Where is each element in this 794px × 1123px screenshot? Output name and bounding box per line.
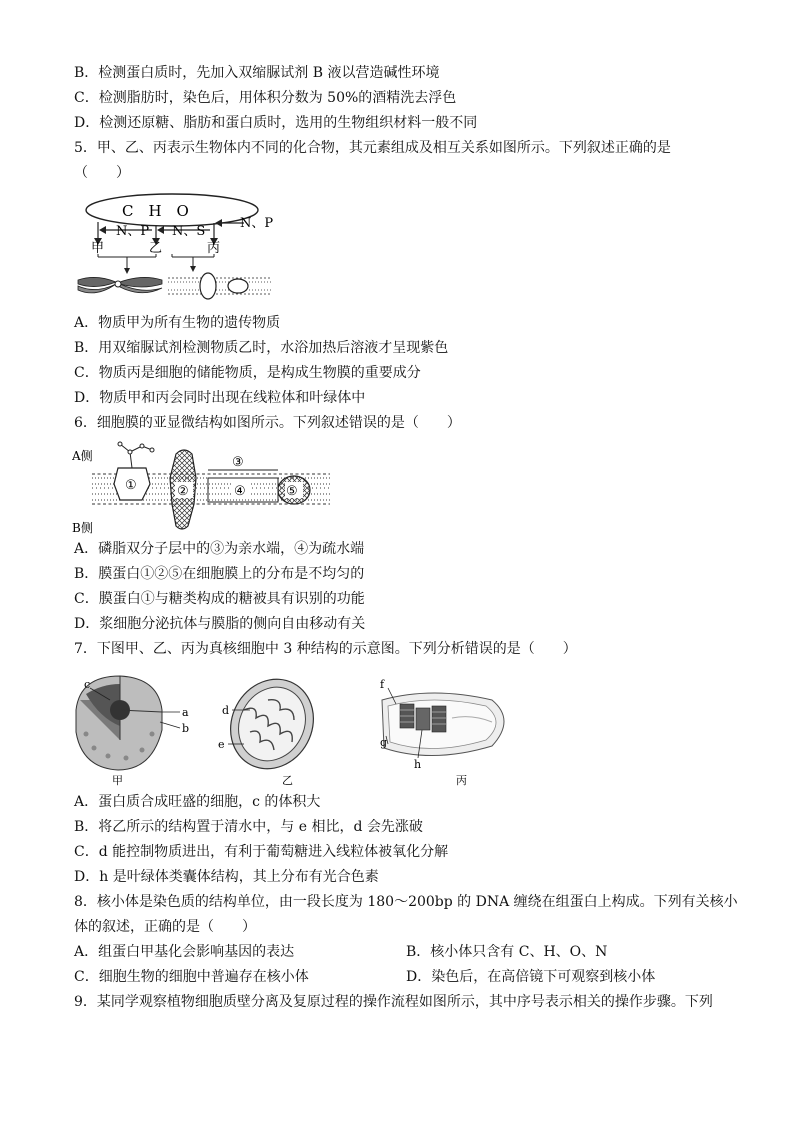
q6-stem: 6．细胞膜的亚显微结构如图所示。下列叙述错误的是（ ） bbox=[74, 415, 461, 431]
label-bing: 丙 bbox=[456, 774, 467, 787]
label-a: a bbox=[182, 706, 189, 719]
q6-option-a: A．磷脂双分子层中的③为亲水端，④为疏水端 bbox=[74, 541, 365, 557]
q5-stem: 5．甲、乙、丙表示生物体内不同的化合物，其元素组成及相互关系如图所示。下列叙述正确的是 bbox=[74, 140, 671, 156]
q8-stem-line-1: 8．核小体是染色质的结构单位，由一段长度为 180～200bp 的 DNA 缠绕在组蛋白上构成。下列有关核小 bbox=[74, 894, 738, 910]
q8-option-a: A．组蛋白甲基化会影响基因的表达 bbox=[74, 944, 295, 960]
q5-element-diagram bbox=[72, 190, 282, 306]
label-b: b bbox=[182, 722, 190, 735]
protein-5-number: ⑤ bbox=[286, 484, 298, 499]
q5-option-c: C．物质丙是细胞的储能物质，是构成生物膜的重要成分 bbox=[74, 365, 421, 381]
label-f: f bbox=[380, 678, 385, 691]
q7-stem: 7．下图甲、乙、丙为真核细胞中 3 种结构的示意图。下列分析错误的是（ ） bbox=[74, 641, 577, 657]
protein-1-number: ① bbox=[125, 478, 137, 493]
label-h: h bbox=[414, 758, 422, 771]
label-c: c bbox=[84, 678, 91, 691]
side-a-label: A侧 bbox=[72, 449, 93, 463]
ns-label: N、S bbox=[172, 224, 206, 239]
q5-answer-blank: （ ） bbox=[74, 165, 130, 181]
label-3-number: ③ bbox=[232, 455, 244, 470]
glycan-chain-icon bbox=[118, 442, 154, 468]
side-b-label: B侧 bbox=[72, 521, 93, 535]
elements-label: C H O bbox=[122, 202, 189, 220]
label-yi: 乙 bbox=[282, 774, 293, 787]
q7-option-a: A．蛋白质合成旺盛的细胞，c 的体积大 bbox=[74, 794, 321, 810]
q6-option-d: D．浆细胞分泌抗体与膜脂的侧向自由移动有关 bbox=[74, 616, 366, 632]
bing-label: 丙 bbox=[207, 241, 221, 256]
label-4-number: ④ bbox=[234, 484, 246, 499]
q7-option-c: C．d 能控制物质进出，有利于葡萄糖进入线粒体被氧化分解 bbox=[74, 844, 449, 860]
np-left-label: N、P bbox=[116, 224, 150, 239]
chloroplast-icon bbox=[382, 693, 504, 756]
q7-organelle-diagram bbox=[72, 670, 522, 790]
q5-option-a: A．物质甲为所有生物的遗传物质 bbox=[74, 315, 281, 331]
protein-2-number: ② bbox=[177, 484, 189, 499]
q4-option-d: D．检测还原糖、脂肪和蛋白质时，选用的生物组织材料一般不同 bbox=[74, 115, 478, 131]
np-right-label: N、P bbox=[240, 216, 274, 231]
label-d: d bbox=[222, 704, 230, 717]
q8-option-d: D．染色后，在高倍镜下可观察到核小体 bbox=[406, 969, 656, 985]
q6-option-b: B．膜蛋白①②⑤在细胞膜上的分布是不均匀的 bbox=[74, 566, 365, 582]
q5-option-d: D．物质甲和丙会同时出现在线粒体和叶绿体中 bbox=[74, 390, 366, 406]
q8-option-b: B．核小体只含有 C、H、O、N bbox=[406, 944, 608, 960]
q4-option-c: C．检测脂肪时，染色后，用体积分数为 50%的酒精洗去浮色 bbox=[74, 90, 457, 106]
q4-option-b: B．检测蛋白质时，先加入双缩脲试剂 B 液以营造碱性环境 bbox=[74, 65, 440, 81]
jia-label: 甲 bbox=[91, 241, 105, 256]
q6-membrane-diagram bbox=[72, 438, 342, 538]
q6-option-c: C．膜蛋白①与糖类构成的糖被具有识别的功能 bbox=[74, 591, 365, 607]
q5-option-b: B．用双缩脲试剂检测物质乙时，水浴加热后溶液才呈现紫色 bbox=[74, 340, 449, 356]
q9-stem: 9．某同学观察植物细胞质壁分离及复原过程的操作流程如图所示，其中序号表示相关的操作步骤。下列 bbox=[74, 994, 713, 1010]
q8-stem-line-2: 体的叙述，正确的是（ ） bbox=[74, 919, 256, 935]
q7-option-d: D．h 是叶绿体类囊体结构，其上分布有光合色素 bbox=[74, 869, 379, 885]
membrane-segment-icon bbox=[168, 273, 272, 299]
yi-label: 乙 bbox=[149, 241, 163, 256]
label-g: g bbox=[380, 736, 388, 749]
chromosome-icon bbox=[78, 277, 162, 292]
q7-option-b: B．将乙所示的结构置于清水中，与 e 相比，d 会先涨破 bbox=[74, 819, 423, 835]
mitochondrion-icon bbox=[215, 670, 329, 783]
label-jia: 甲 bbox=[112, 774, 123, 787]
label-e: e bbox=[218, 738, 225, 751]
q8-option-c: C．细胞生物的细胞中普遍存在核小体 bbox=[74, 969, 309, 985]
